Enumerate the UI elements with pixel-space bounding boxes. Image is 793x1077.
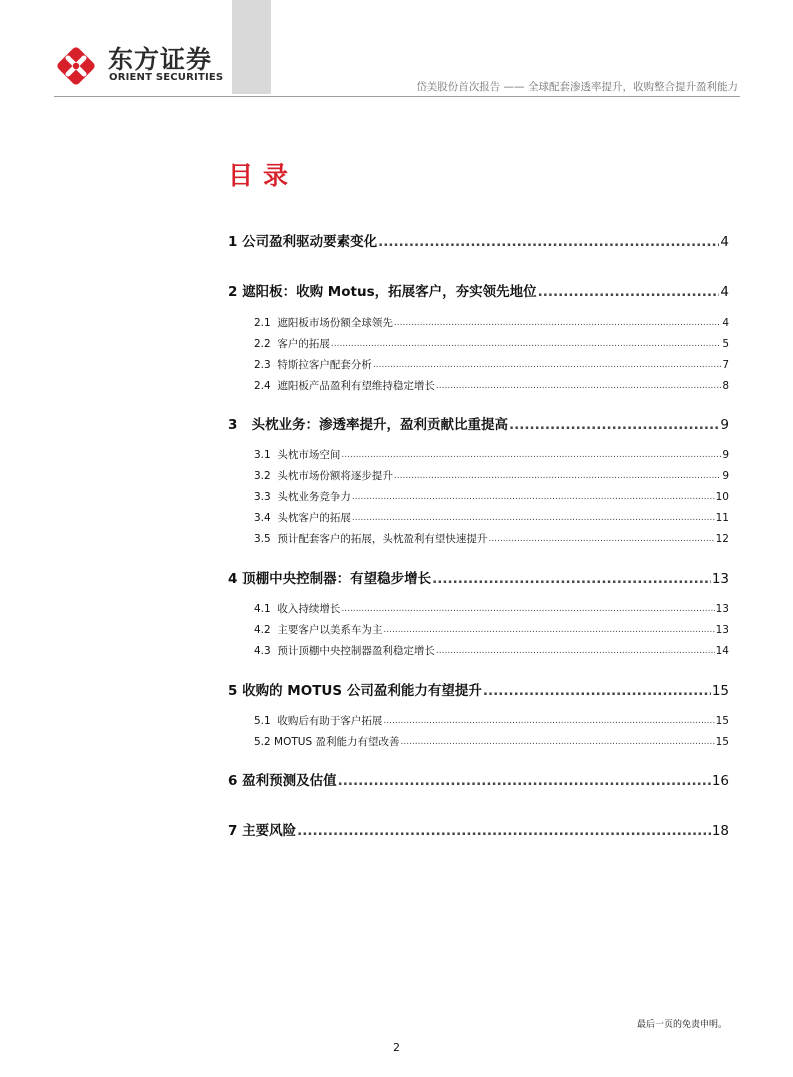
logo-chinese-name: 东方证券	[108, 45, 213, 74]
leader-dots	[432, 570, 711, 588]
leader-dots	[488, 532, 714, 546]
leader-dots	[394, 316, 721, 330]
toc-entry-number: 3.4	[254, 512, 271, 524]
toc-entry-page: 9	[720, 417, 729, 433]
leader-dots	[509, 416, 719, 434]
toc-entry-title: 特斯拉客户配套分析	[277, 359, 372, 371]
toc-entry-title: 公司盈利驱动要素变化	[242, 234, 378, 250]
toc-entry-3[interactable]	[228, 416, 729, 434]
toc-entry-page: 13	[715, 603, 729, 615]
toc-entry-page: 13	[715, 624, 729, 636]
toc-entry-page: 13	[711, 571, 729, 587]
leader-dots	[297, 822, 711, 840]
toc-entry-number: 4	[228, 571, 238, 587]
leader-dots	[341, 602, 714, 616]
toc-entry-number: 3.2	[254, 470, 271, 482]
toc-entry-5-1[interactable]	[228, 714, 729, 728]
toc-entry-page: 16	[711, 773, 729, 789]
toc-entry-2[interactable]	[228, 283, 729, 301]
toc-entry-number: 3.5	[254, 533, 271, 545]
toc-entry-6[interactable]	[228, 772, 729, 790]
toc-entry-title: 遮阳板产品盈利有望维持稳定增长	[277, 380, 435, 392]
toc-entry-number: 2	[228, 284, 238, 300]
toc-entry-2-2[interactable]	[228, 337, 729, 351]
toc-entry-4-3[interactable]	[228, 644, 729, 658]
toc-entry-title: 预计顶棚中央控制器盈利稳定增长	[277, 645, 435, 657]
leader-dots	[400, 735, 714, 749]
toc-entry-page: 8	[722, 380, 729, 392]
leader-dots	[538, 283, 720, 301]
leader-dots	[383, 714, 714, 728]
leader-dots	[436, 644, 715, 658]
toc-entry-2-3[interactable]	[228, 358, 729, 372]
toc-entry-number: 4.2	[254, 624, 271, 636]
toc-entry-title: 头枕业务：渗透率提升，盈利贡献比重提高	[251, 417, 509, 433]
leader-dots	[352, 511, 715, 525]
toc-entry-page: 5	[722, 338, 729, 350]
toc-entry-page: 15	[711, 683, 729, 699]
toc-entry-2-4[interactable]	[228, 379, 729, 393]
toc-entry-page: 15	[715, 715, 729, 727]
toc-entry-title: 遮阳板：收购 Motus，拓展客户，夯实领先地位	[242, 284, 537, 300]
toc-entry-title: 客户的拓展	[277, 338, 330, 350]
toc-entry-page: 11	[715, 512, 729, 524]
toc-entry-5-2[interactable]	[228, 735, 729, 749]
toc-entry-7[interactable]	[228, 822, 729, 840]
toc-entry-title: 预计配套客户的拓展，头枕盈利有望快速提升	[277, 533, 488, 545]
toc-entry-number: 3	[228, 417, 238, 433]
toc-entry-page: 7	[722, 359, 729, 371]
report-subtitle: 岱美股份首次报告 —— 全球配套渗透率提升，收购整合提升盈利能力	[416, 81, 738, 93]
leader-dots	[331, 337, 721, 351]
toc-entry-title: MOTUS 盈利能力有望改善	[274, 736, 400, 748]
leader-dots	[341, 448, 721, 462]
toc-entry-page: 9	[722, 449, 729, 461]
toc-entry-3-2[interactable]	[228, 469, 729, 483]
toc-entry-title: 盈利预测及估值	[242, 773, 337, 789]
leader-dots	[373, 358, 721, 372]
toc-entry-title: 顶棚中央控制器：有望稳步增长	[242, 571, 432, 587]
leader-dots	[483, 682, 711, 700]
header-divider	[54, 96, 740, 97]
toc-entry-title: 收入持续增长	[277, 603, 341, 615]
toc-entry-number: 5	[228, 683, 238, 699]
toc-entry-number: 2.4	[254, 380, 271, 392]
toc-entry-number: 4.3	[254, 645, 271, 657]
toc-entry-1[interactable]	[228, 233, 729, 251]
toc-entry-3-1[interactable]	[228, 448, 729, 462]
toc-entry-title: 头枕客户的拓展	[277, 512, 351, 524]
toc-entry-title: 收购的 MOTUS 公司盈利能力有望提升	[242, 683, 482, 699]
toc-entry-number: 2.3	[254, 359, 271, 371]
toc-entry-number: 4.1	[254, 603, 271, 615]
toc-entry-number: 2.2	[254, 338, 271, 350]
toc-entry-page: 14	[715, 645, 729, 657]
toc-entry-2-1[interactable]	[228, 316, 729, 330]
toc-entry-page: 10	[715, 491, 729, 503]
toc-entry-title: 主要风险	[242, 823, 297, 839]
toc-entry-3-3[interactable]	[228, 490, 729, 504]
toc-title: 目录	[228, 161, 299, 190]
toc-entry-number: 6	[228, 773, 238, 789]
leader-dots	[394, 469, 721, 483]
toc-entry-5[interactable]	[228, 682, 729, 700]
toc-entry-number: 3.3	[254, 491, 271, 503]
toc-entry-page: 18	[711, 823, 729, 839]
toc-entry-title: 收购后有助于客户拓展	[277, 715, 383, 727]
toc-entry-number: 3.1	[254, 449, 271, 461]
toc-entry-3-5[interactable]	[228, 532, 729, 546]
toc-entry-page: 4	[722, 317, 729, 329]
toc-entry-title: 头枕业务竞争力	[277, 491, 351, 503]
toc-entry-page: 15	[715, 736, 729, 748]
leader-dots	[383, 623, 714, 637]
page-number: 2	[393, 1041, 400, 1054]
toc-entry-title: 遮阳板市场份额全球领先	[277, 317, 393, 329]
toc-entry-number: 2.1	[254, 317, 271, 329]
toc-entry-4-2[interactable]	[228, 623, 729, 637]
toc-entry-3-4[interactable]	[228, 511, 729, 525]
toc-entry-page: 9	[722, 470, 729, 482]
toc-entry-title: 头枕市场空间	[277, 449, 341, 461]
toc-entry-4[interactable]	[228, 570, 729, 588]
toc-entry-page: 4	[720, 284, 729, 300]
orient-logo-icon	[54, 44, 98, 88]
toc-entry-number: 7	[228, 823, 238, 839]
toc-entry-number: 1	[228, 234, 238, 250]
company-logo	[54, 44, 254, 90]
toc-entry-number: 5.1	[254, 715, 271, 727]
logo-english-name: ORIENT SECURITIES	[109, 72, 224, 83]
toc-entry-page: 4	[720, 234, 729, 250]
leader-dots	[378, 233, 719, 251]
leader-dots	[436, 379, 721, 393]
toc-entry-page: 12	[715, 533, 729, 545]
leader-dots	[352, 490, 715, 504]
toc-entry-title: 头枕市场份额将逐步提升	[277, 470, 393, 482]
toc-entry-4-1[interactable]	[228, 602, 729, 616]
disclaimer-note: 最后一页的免责申明。	[636, 1020, 727, 1030]
toc-entry-number: 5.2	[254, 736, 271, 748]
toc-entry-title: 主要客户以美系车为主	[277, 624, 383, 636]
leader-dots	[338, 772, 711, 790]
